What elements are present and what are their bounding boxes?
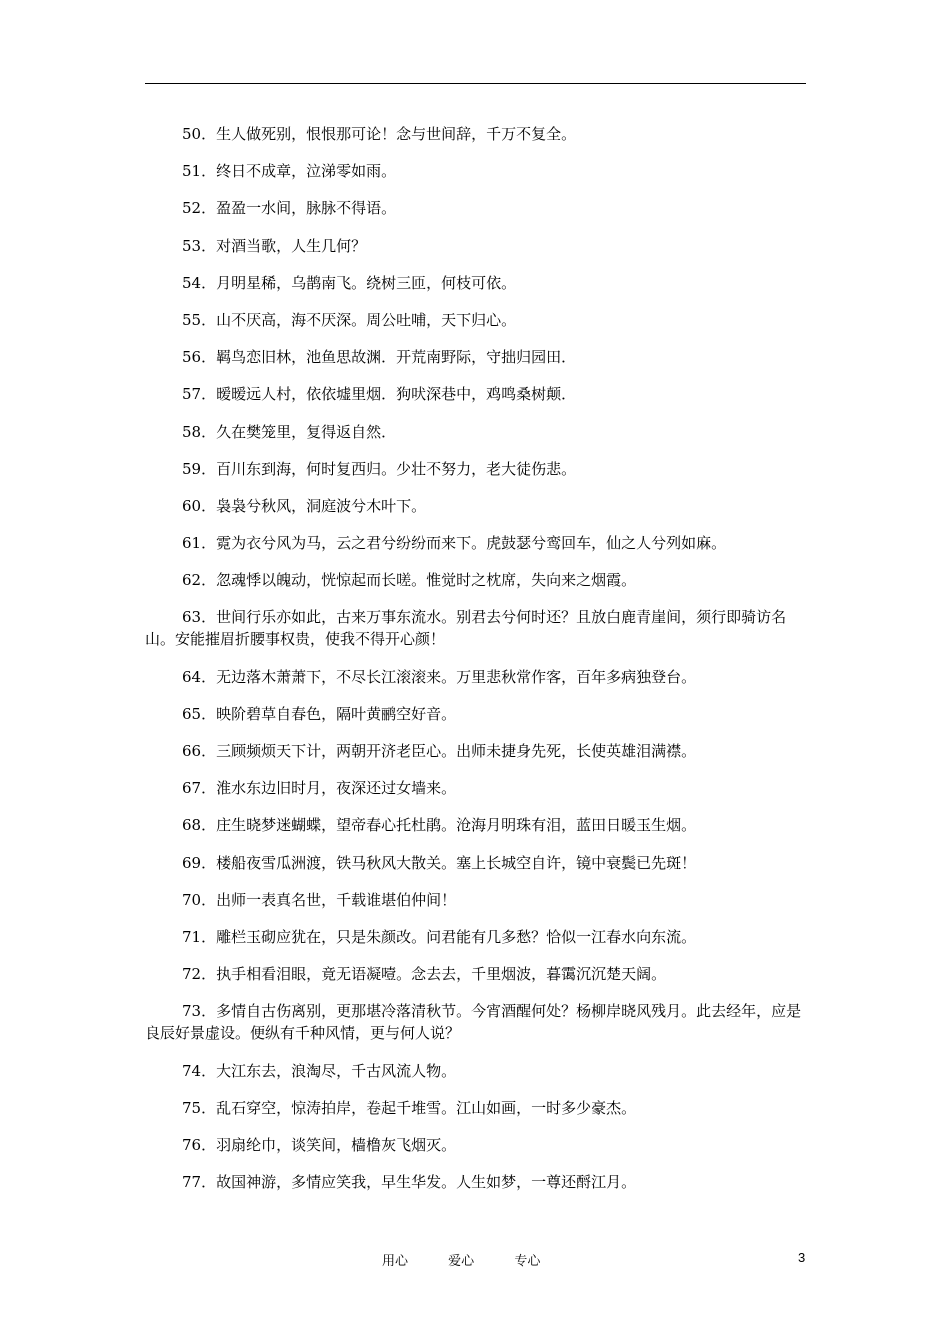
line-68: 68．庄生晓梦迷蝴蝶，望帝春心托杜鹃。沧海月明珠有泪，蓝田日暖玉生烟。 [182, 816, 697, 835]
page-number: 3 [798, 1250, 806, 1265]
line-76: 76．羽扇纶巾，谈笑间，樯橹灰飞烟灭。 [182, 1135, 457, 1154]
footer-motto-1: 用心 [382, 1254, 409, 1269]
line-66: 66．三顾频烦天下计，两朝开济老臣心。出师未捷身先死，长使英雄泪满襟。 [182, 742, 697, 760]
page-footer [0, 1250, 950, 1270]
line-67: 67．淮水东边旧时月，夜深还过女墙来。 [182, 779, 457, 798]
line-73: 73．多情自古伤离别，更那堪冷落清秋节。今宵酒醒何处？杨柳岸晓风残月。此去经年，应是良辰好景虚设。便纵有千种风情，更与何人说？ [145, 1002, 802, 1043]
line-54: 54．月明星稀，乌鹊南飞。绕树三匝，何枝可依。 [182, 273, 517, 292]
line-70: 70．出师一表真名世，千载谁堪伯仲间！ [182, 890, 457, 909]
line-64: 64．无边落木萧萧下，不尽长江滚滚来。万里悲秋常作客，百年多病独登台。 [182, 667, 697, 686]
line-77: 77．故国神游，多情应笑我，早生华发。人生如梦，一尊还酹江月。 [182, 1173, 637, 1192]
line-53: 53．对酒当歌，人生几何？ [182, 236, 367, 255]
line-61: 61．霓为衣兮风为马，云之君兮纷纷而来下。虎鼓瑟兮鸾回车，仙之人兮列如麻。 [182, 534, 727, 553]
line-56: 56．羁鸟恋旧林，池鱼思故渊．开荒南野际，守拙归园田． [182, 348, 577, 367]
footer-motto [382, 1250, 576, 1269]
line-57: 57．暧暧远人村，依依墟里烟．狗吠深巷中，鸡鸣桑树颠． [182, 385, 577, 404]
footer-motto-2: 爱心 [448, 1254, 475, 1269]
line-60: 60．袅袅兮秋风，洞庭波兮木叶下。 [182, 496, 427, 515]
line-71: 71．雕栏玉砌应犹在，只是朱颜改。问君能有几多愁？恰似一江春水向东流。 [182, 927, 697, 946]
line-50: 50．生人做死别，恨恨那可论！念与世间辞，千万不复全。 [182, 125, 577, 143]
line-72: 72．执手相看泪眼，竟无语凝噎。念去去，千里烟波，暮霭沉沉楚天阔。 [182, 965, 667, 984]
line-51: 51．终日不成章，泣涕零如雨。 [182, 162, 397, 181]
line-74: 74．大江东去，浪淘尽，千古风流人物。 [182, 1061, 457, 1080]
footer-motto-3: 专心 [514, 1254, 541, 1269]
line-62: 62．忽魂悸以魄动，恍惊起而长嗟。惟觉时之枕席，失向来之烟霞。 [182, 571, 637, 590]
line-65: 65．映阶碧草自春色，隔叶黄鹂空好音。 [182, 704, 457, 723]
line-52: 52．盈盈一水间，脉脉不得语。 [182, 199, 397, 218]
line-59: 59．百川东到海，何时复西归。少壮不努力，老大徒伤悲。 [182, 459, 577, 478]
line-69: 69．楼船夜雪瓜洲渡，铁马秋风大散关。塞上长城空自许，镜中衰鬓已先斑！ [182, 853, 697, 872]
header-rule [145, 83, 806, 84]
line-75: 75．乱石穿空，惊涛拍岸，卷起千堆雪。江山如画，一时多少豪杰。 [182, 1098, 637, 1117]
poem-lines [145, 123, 810, 1208]
line-58: 58．久在樊笼里，复得返自然． [182, 422, 397, 441]
line-55: 55．山不厌高，海不厌深。周公吐哺，天下归心。 [182, 310, 517, 329]
line-63: 63．世间行乐亦如此，古来万事东流水。别君去兮何时还？且放白鹿青崖间，须行即骑访名山。安能摧眉折腰事权贵，使我不得开心颜！ [145, 608, 787, 649]
